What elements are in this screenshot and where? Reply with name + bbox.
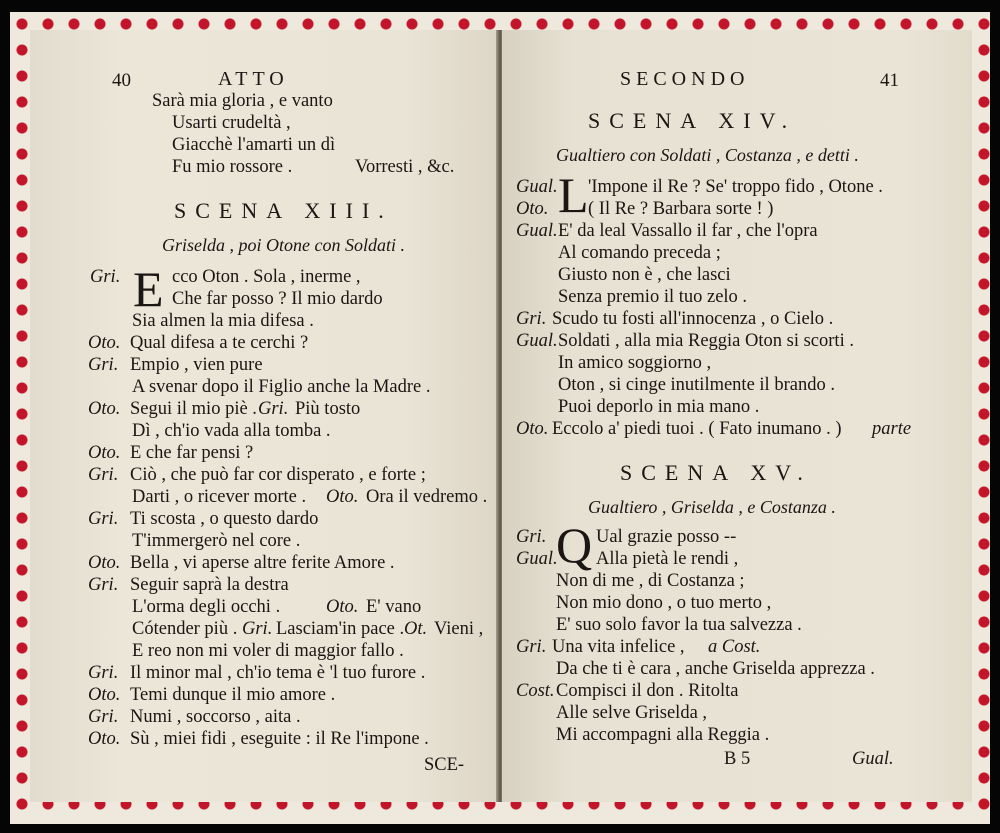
catchword: Gual. xyxy=(852,749,894,769)
dialogue-line: Dì , ch'io vada alla tomba . xyxy=(132,421,331,441)
catchword: SCE- xyxy=(424,755,465,775)
scene-cast: Griselda , poi Otone con Soldati . xyxy=(162,235,405,255)
speaker: Gri. xyxy=(88,707,119,727)
speaker: Oto. xyxy=(88,333,121,353)
running-head: ATTO xyxy=(218,68,289,90)
speaker: Oto. xyxy=(326,597,359,617)
speaker: Gual. xyxy=(516,221,558,241)
dialogue-line: Sù , miei fidi , eseguite : il Re l'impone . xyxy=(130,729,429,749)
dialogue-line: 'Impone il Re ? Se' troppo fido , Otone . xyxy=(588,177,883,197)
dialogue-line: Giusto non è , che lasci xyxy=(558,265,731,285)
speaker: Gri. xyxy=(88,465,119,485)
dialogue-line: Empio , vien pure xyxy=(130,355,263,375)
running-head: SECONDO xyxy=(620,68,750,90)
dialogue-line: Soldati , alla mia Reggia Oton si scorti . xyxy=(558,331,854,351)
drop-cap: E xyxy=(133,261,164,317)
dialogue-line: Seguir saprà la destra xyxy=(130,575,289,595)
dialogue-line: In amico soggiorno , xyxy=(558,353,712,373)
dialogue-line: Non mio dono , o tuo merto , xyxy=(556,593,772,613)
verse-line: Fu mio rossore . xyxy=(172,157,293,177)
speaker: Oto. xyxy=(88,685,121,705)
dialogue-line: Al comando preceda ; xyxy=(558,243,721,263)
dialogue-line: Più tosto xyxy=(295,399,361,419)
dialogue-line: Vieni , xyxy=(434,619,484,639)
dialogue-line: Una vita infelice , xyxy=(552,637,685,657)
speaker: Gri. xyxy=(90,267,121,287)
dialogue-line: Non di me , di Costanza ; xyxy=(556,571,745,591)
speaker: Gri. xyxy=(516,309,547,329)
drop-cap: Q xyxy=(556,517,593,573)
dialogue-line: Alle selve Griselda , xyxy=(556,703,708,723)
verse-line: Giacchè l'amarti un dì xyxy=(172,135,336,155)
drop-cap: L xyxy=(558,167,589,223)
dialogue-line: Oton , si cinge inutilmente il brando . xyxy=(558,375,835,395)
stage-direction: parte xyxy=(872,419,912,439)
speaker: Gri. xyxy=(516,527,547,547)
scene-title: SCENA XIV. xyxy=(588,108,797,133)
dialogue-line: Scudo tu fosti all'innocenza , o Cielo . xyxy=(552,309,834,329)
speaker: Gri. xyxy=(516,637,547,657)
speaker: Gri. xyxy=(88,575,119,595)
right-page xyxy=(502,30,972,802)
stage-direction: a Cost. xyxy=(708,637,761,657)
left-page xyxy=(30,30,500,802)
dialogue-line: E reo non mi voler di maggior fallo . xyxy=(132,641,404,661)
speaker: Gri. xyxy=(242,619,273,639)
dialogue-line: Segui il mio piè . xyxy=(130,399,257,419)
speaker: Gri. xyxy=(88,509,119,529)
dialogue-line: cco Oton . Sola , inerme , xyxy=(172,267,361,287)
dialogue-line: T'immergerò nel core . xyxy=(132,531,301,551)
speaker: Gri. xyxy=(258,399,289,419)
speaker: Gri. xyxy=(88,663,119,683)
dialogue-line: Ual grazie posso -- xyxy=(596,527,737,547)
dialogue-line: ( Il Re ? Barbara sorte ! ) xyxy=(588,199,774,219)
dialogue-line: Mi accompagni alla Reggia . xyxy=(556,725,770,745)
scene-cast: Gualtiero con Soldati , Costanza , e detti . xyxy=(556,145,859,165)
page-number: 40 xyxy=(112,70,131,91)
verse-line: Vorresti , &c. xyxy=(355,157,455,177)
scene-cast: Gualtiero , Griselda , e Costanza . xyxy=(588,497,836,517)
dialogue-line: Compisci il don . Ritolta xyxy=(556,681,739,701)
dialogue-line: Ora il vedremo . xyxy=(366,487,488,507)
dialogue-line: E' da leal Vassallo il far , che l'opra xyxy=(558,221,818,241)
dialogue-line: E che far pensi ? xyxy=(130,443,254,463)
speaker: Cost. xyxy=(516,681,555,701)
dialogue-line: L'orma degli occhi . xyxy=(132,597,281,617)
dialogue-line: Senza premio il tuo zelo . xyxy=(558,287,748,307)
scene-title: SCENA XV. xyxy=(620,460,812,485)
speaker: Gual. xyxy=(516,331,558,351)
dialogue-line: Il minor mal , ch'io tema è 'l tuo furore . xyxy=(130,663,426,683)
dialogue-line: Lasciam'in pace . xyxy=(276,619,405,639)
dialogue-line: Darti , o ricever morte . xyxy=(132,487,307,507)
dialogue-line: Temi dunque il mio amore . xyxy=(130,685,336,705)
speaker: Gual. xyxy=(516,549,558,569)
speaker: Oto. xyxy=(88,443,121,463)
page-number: 41 xyxy=(880,70,899,91)
dialogue-line: Che far posso ? Il mio dardo xyxy=(172,289,383,309)
dialogue-line: E' suo solo favor la tua salvezza . xyxy=(556,615,802,635)
speaker: Oto. xyxy=(88,553,121,573)
speaker: Oto. xyxy=(326,487,359,507)
dialogue-line: A svenar dopo il Figlio anche la Madre . xyxy=(132,377,431,397)
dialogue-line: Numi , soccorso , aita . xyxy=(130,707,301,727)
dialogue-line: Da che ti è cara , anche Griselda apprezza . xyxy=(556,659,875,679)
dialogue-line: Bella , vi aperse altre ferite Amore . xyxy=(130,553,395,573)
dialogue-line: Alla pietà le rendi , xyxy=(596,549,739,569)
speaker: Ot. xyxy=(404,619,428,639)
speaker: Oto. xyxy=(88,729,121,749)
speaker: Oto. xyxy=(516,199,549,219)
dialogue-line: Ciò , che può far cor disperato , e forte ; xyxy=(130,465,426,485)
dialogue-line: E' vano xyxy=(366,597,422,617)
dialogue-line: Eccolo a' piedi tuoi . ( Fato inumano . ) xyxy=(552,419,842,439)
speaker: Oto. xyxy=(88,399,121,419)
dialogue-line: Puoi deporlo in mia mano . xyxy=(558,397,760,417)
speaker: Gri. xyxy=(88,355,119,375)
signature-mark: B 5 xyxy=(724,749,751,769)
dialogue-line: Cótender più . xyxy=(132,619,238,639)
verse-line: Sarà mia gloria , e vanto xyxy=(152,91,333,111)
speaker: Oto. xyxy=(516,419,549,439)
verse-line: Usarti crudeltà , xyxy=(172,113,291,133)
dialogue-line: Sia almen la mia difesa . xyxy=(132,311,314,331)
dialogue-line: Ti scosta , o questo dardo xyxy=(130,509,319,529)
dialogue-line: Qual difesa a te cerchi ? xyxy=(130,333,309,353)
scene-title: SCENA XIII. xyxy=(174,198,393,223)
speaker: Gual. xyxy=(516,177,558,197)
